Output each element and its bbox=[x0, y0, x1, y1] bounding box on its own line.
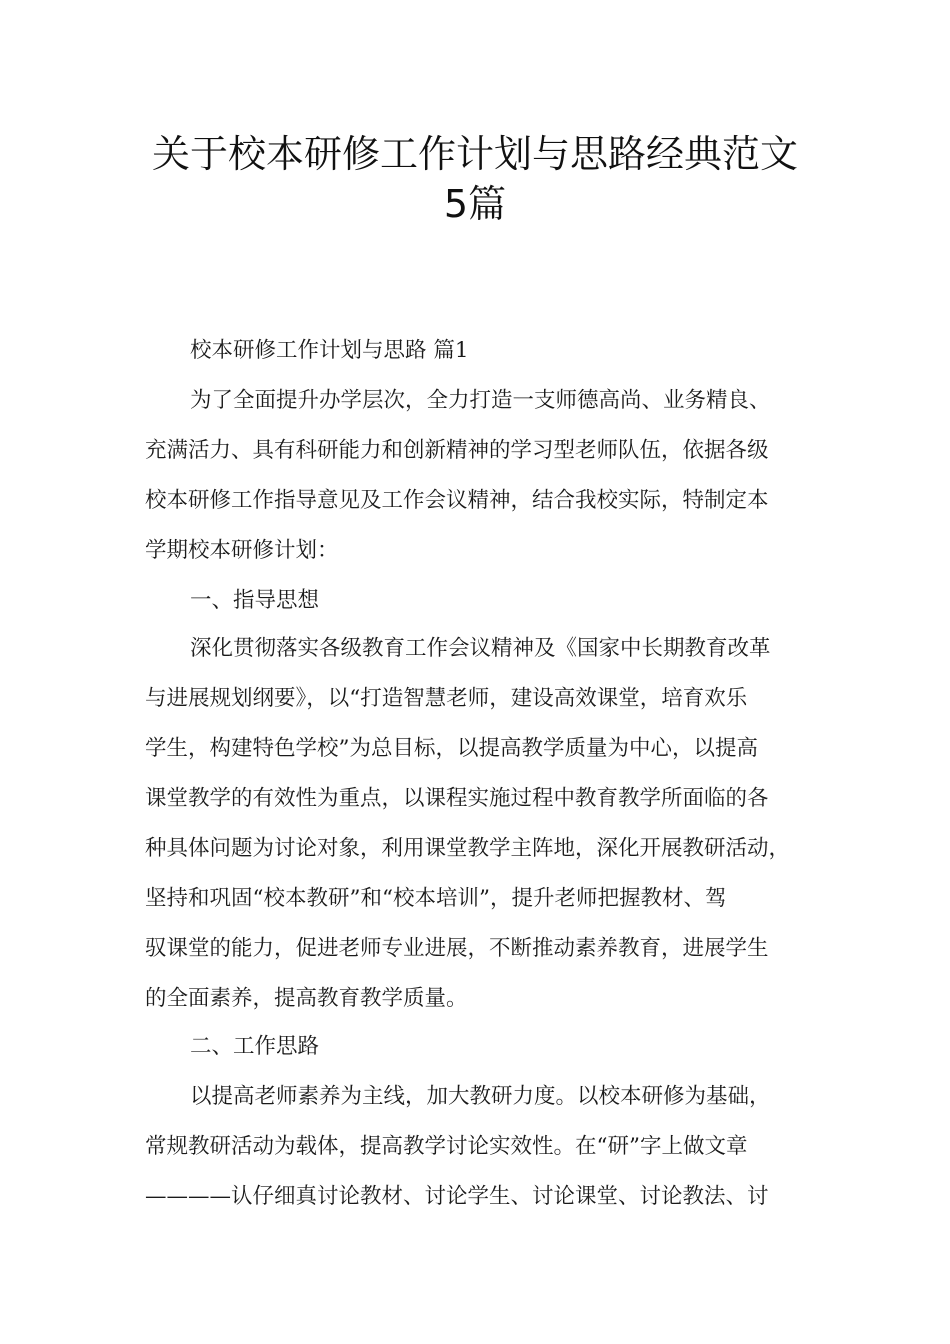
paragraph-line: 校本研修工作指导意见及工作会议精神，结合我校实际，特制定本 bbox=[145, 488, 769, 513]
paragraph-line: 深化贯彻落实各级教育工作会议精神及《国家中长期教育改革 bbox=[190, 636, 771, 661]
paragraph-line: 常规教研活动为载体，提高教学讨论实效性。在“研”字上做文章 bbox=[145, 1134, 748, 1159]
heading-text: 二、工作思路 bbox=[190, 1034, 320, 1059]
paragraph-line: ————认仔细真讨论教材、讨论学生、讨论课堂、讨论教法、讨 bbox=[145, 1184, 769, 1209]
paragraph-line: 驭课堂的能力，促进老师专业进展，不断推动素养教育，进展学生 bbox=[145, 936, 769, 961]
paragraph-line: 种具体问题为讨论对象，利用课堂教学主阵地，深化开展教研活动， bbox=[145, 836, 791, 861]
guiding-paragraph bbox=[145, 624, 825, 1024]
document-title-continued: 5篇 bbox=[443, 182, 507, 226]
paragraph-line: 的全面素养，提高教育教学质量。 bbox=[145, 986, 468, 1011]
paragraph-line: 学期校本研修计划： bbox=[145, 538, 339, 563]
paragraph-line: 与进展规划纲要》，以“打造智慧老师，建设高效课堂，培育欢乐 bbox=[145, 686, 748, 711]
paragraph-line: 学生，构建特色学校”为总目标，以提高教学质量为中心，以提高 bbox=[145, 736, 758, 761]
paragraph-line: 为了全面提升办学层次，全力打造一支师德高尚、业务精良、 bbox=[190, 388, 771, 413]
work-paragraph bbox=[145, 1072, 825, 1222]
section-heading-text: 校本研修工作计划与思路 篇1 bbox=[190, 338, 469, 363]
paragraph-line: 充满活力、具有科研能力和创新精神的学习型老师队伍，依据各级 bbox=[145, 438, 769, 463]
document-title: 关于校本研修工作计划与思路经典范文 bbox=[151, 132, 798, 176]
section-heading bbox=[145, 326, 825, 376]
heading-text: 一、指导思想 bbox=[190, 588, 320, 613]
intro-paragraph bbox=[145, 376, 825, 576]
heading-guiding-thought bbox=[145, 576, 825, 626]
paragraph-line: 坚持和巩固“校本教研”和“校本培训”，提升老师把握教材、驾 bbox=[145, 886, 727, 911]
paragraph-line: 课堂教学的有效性为重点，以课程实施过程中教育教学所面临的各 bbox=[145, 786, 769, 811]
heading-work-approach bbox=[145, 1022, 825, 1072]
paragraph-line: 以提高老师素养为主线，加大教研力度。以校本研修为基础， bbox=[190, 1084, 771, 1109]
